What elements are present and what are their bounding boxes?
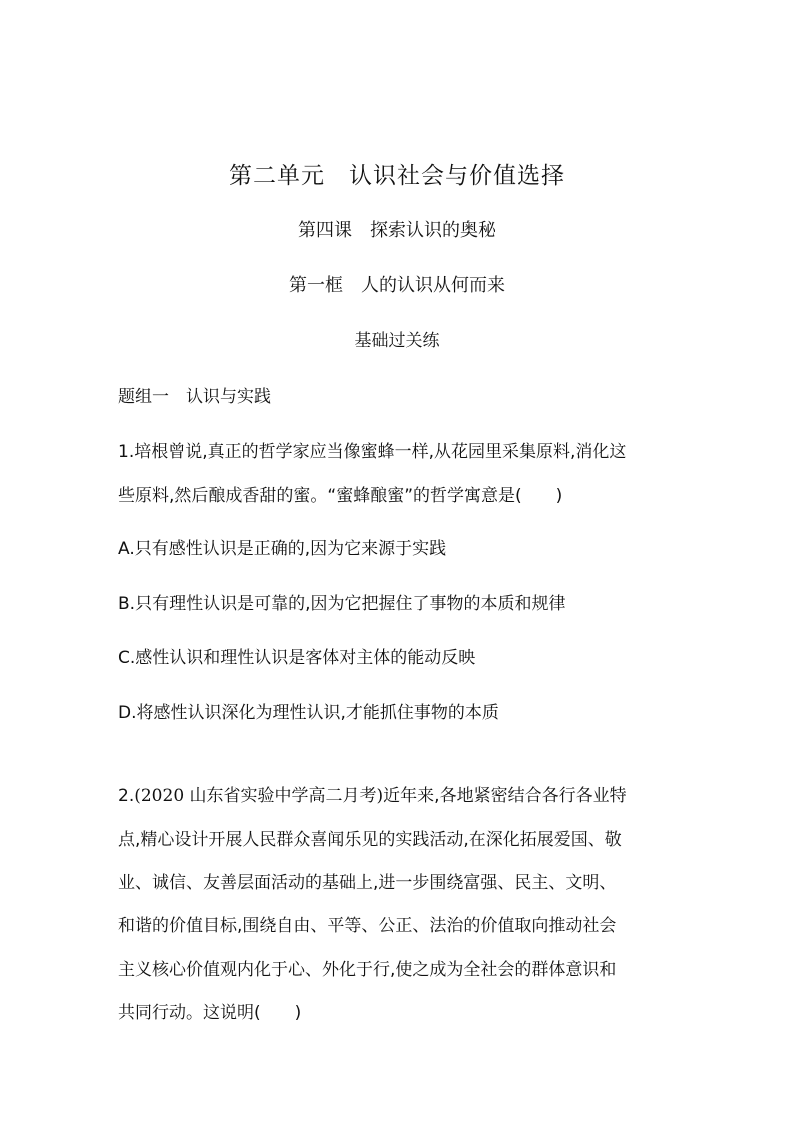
practice-title: 基础过关练 <box>354 331 440 351</box>
question-1-option-c: C.感性认识和理性认识是客体对主体的能动反映 <box>118 648 476 668</box>
question-1-option-d: D.将感性认识深化为理性认识,才能抓住事物的本质 <box>118 703 499 723</box>
question-2-line-6: 共同行动。这说明( ) <box>118 1003 302 1023</box>
question-1-stem-line-2: 些原料,然后酿成香甜的蜜。“蜜蜂酿蜜”的哲学寓意是( ) <box>118 486 563 506</box>
lesson-title: 第四课 探索认识的奥秘 <box>298 220 496 241</box>
question-2-line-2: 点,精心设计开展人民群众喜闻乐见的实践活动,在深化拓展爱国、敬 <box>118 830 622 850</box>
question-2-line-4: 和谐的价值目标,围绕自由、平等、公正、法治的价值取向推动社会 <box>118 916 617 936</box>
question-2-line-1 <box>118 781 627 806</box>
unit-title: 第二单元 认识社会与价值选择 <box>229 163 565 189</box>
question-group-title: 题组一 认识与实践 <box>118 387 271 407</box>
question-2-source: (2020 山东省实验中学高二月考) <box>134 786 384 806</box>
question-1-option-b: B.只有理性认识是可靠的,因为它把握住了事物的本质和规律 <box>118 594 566 614</box>
question-1-option-a: A.只有感性认识是正确的,因为它来源于实践 <box>118 539 447 559</box>
section-title: 第一框 人的认识从何而来 <box>289 275 505 296</box>
question-2-line-5: 主义核心价值观内化于心、外化于行,使之成为全社会的群体意识和 <box>118 960 617 980</box>
question-2-line-1-text: 近年来,各地紧密结合各行各业特 <box>383 786 627 806</box>
question-2-line-3: 业、诚信、友善层面活动的基础上,进一步围绕富强、民主、文明、 <box>118 873 617 893</box>
question-1-stem-line-1: 1.培根曾说,真正的哲学家应当像蜜蜂一样,从花园里采集原料,消化这 <box>118 442 627 462</box>
question-2-number: 2. <box>118 786 135 806</box>
